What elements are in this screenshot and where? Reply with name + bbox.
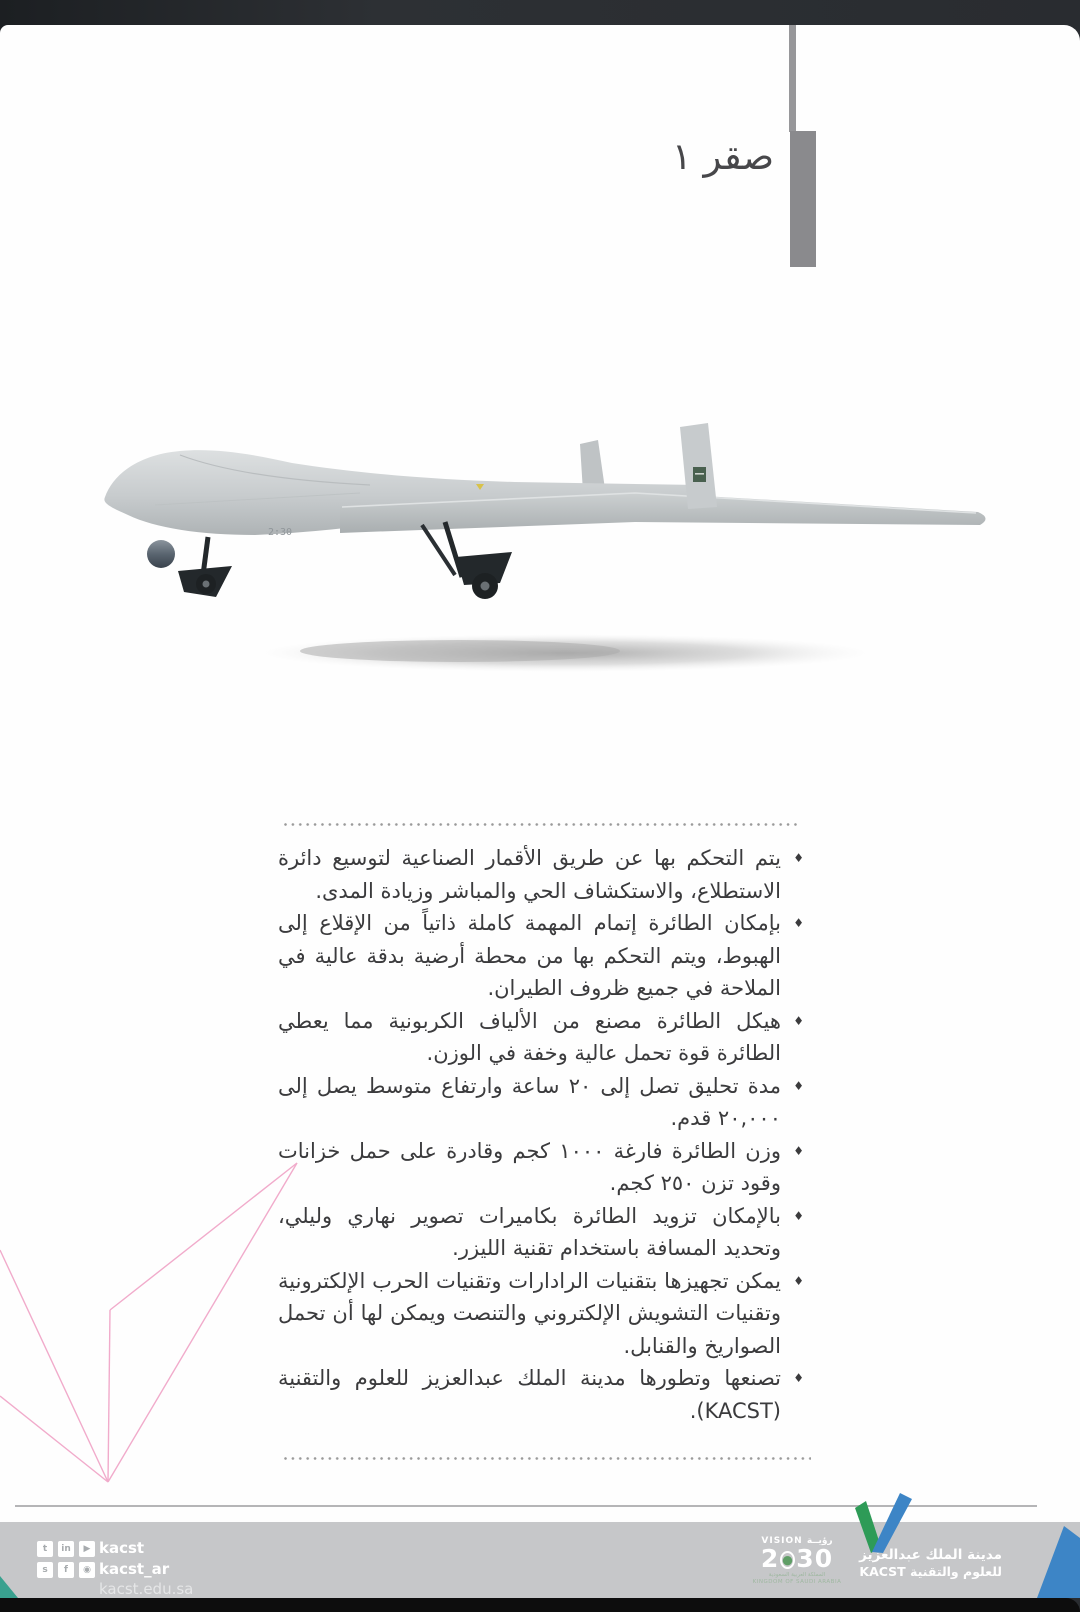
vision-number: 2 30 [760,1544,834,1573]
page-title: صقر ١ [671,135,774,178]
spec-text: بإمكان الطائرة إتمام المهمة كاملة ذاتياً من الإقلاع إلى الهبوط، ويتم التحكم بها من محطة أرضية بدقة عالية في الملاحة في جميع ظروف الطيران. [278,911,781,1000]
spec-text: بالإمكان تزويد الطائرة بكاميرات تصوير نهاري وليلي، وتحديد المسافة باستخدام تقنية الليزر. [278,1203,781,1260]
title-accent-rule-thick [790,131,816,267]
spec-text: وزن الطائرة فارغة ١٠٠٠ كجم وقادرة على حمل خزانات وقود تزن ٢٥٠ كجم. [278,1138,781,1195]
drone-illustration [60,385,1020,705]
youtube-icon: ▶ [79,1541,95,1557]
spec-text: يمكن تجهيزها بتقنيات الرادارات وتقنيات الحرب الإلكترونية وتقنيات التشويش الإلكتروني والتنصت ويمكن لها أن تحمل الصواريخ والقنابل. [278,1268,781,1358]
bottom-bar [0,1598,1080,1612]
snapchat-icon: s [37,1562,53,1578]
diamond-bullet-icon: ♦ [793,916,804,930]
social-handle-secondary: kacst_ar [99,1560,170,1578]
diamond-bullet-icon: ♦ [793,1208,804,1223]
spec-bullet [278,1005,802,1070]
spec-text: يتم التحكم بها عن طريق الأقمار الصناعية لتوسيع دائرة الاستطلاع، والاستكشاف الحي والمباشر وزيادة المدى. [278,846,781,903]
spec-bullet [278,1200,802,1265]
sensor-turret [147,540,175,568]
spec-bullet [278,1362,802,1427]
diamond-bullet-icon: ♦ [793,1273,804,1288]
drone-marking: 2:30 [268,527,293,538]
corner-teal-graphic [0,1572,20,1598]
divider-bottom [284,1457,811,1460]
spec-list [278,842,802,1427]
linkedin-icon: in [58,1541,74,1557]
spec-bullet [278,907,802,1005]
kacst-logo-text [859,1547,1002,1580]
title-accent-rule-thin [789,25,796,132]
vision-tagline-ar: المملكة العربية السعودية [768,1572,826,1578]
spec-bullet [278,842,802,907]
spec-bullet [278,1135,802,1200]
twitter-icon: t [37,1541,53,1557]
spec-text: هيكل الطائرة مصنع من الألياف الكربونية مما يعطي الطائرة قوة تحمل عالية وخفة في الوزن. [278,1008,781,1065]
kacst-logo-line2: للعلوم والتقنية KACST [859,1564,1002,1579]
divider-top [284,823,801,826]
vision-tagline-en: KINGDOM OF SAUDI ARABIA [752,1579,842,1585]
kacst-logo-line1: مدينة الملك عبدالعزيز [859,1547,1002,1563]
website-url: kacst.edu.sa [99,1580,194,1598]
kacst-checkmark-icon [850,1484,1010,1604]
instagram-icon: ◉ [79,1562,95,1578]
vision-wordmark: VISION رؤيــة [761,1536,833,1546]
diamond-bullet-icon: ♦ [793,1013,804,1028]
diamond-bullet-icon: ♦ [793,1143,804,1158]
drone-photo [60,385,1020,705]
spec-bullet [278,1265,802,1363]
social-handle-primary: kacst [99,1539,145,1557]
vision-2030-logo [742,1536,852,1586]
spec-text: تصنعها وتطورها مدينة الملك عبدالعزيز للعلوم والتقنية (KACST). [278,1366,781,1423]
spec-bullet [278,1070,802,1135]
diamond-bullet-icon: ♦ [793,1371,804,1385]
vision-emblem-o [780,1551,795,1569]
diamond-bullet-icon: ♦ [793,851,804,865]
spec-text: مدة تحليق تصل إلى ٢٠ ساعة وارتفاع متوسط يصل إلى ٢٠,٠٠٠ قدم. [278,1073,781,1130]
facebook-icon: f [58,1562,74,1578]
diamond-bullet-icon: ♦ [793,1078,804,1093]
corner-blue-checkmark-graphic [1030,1520,1080,1598]
